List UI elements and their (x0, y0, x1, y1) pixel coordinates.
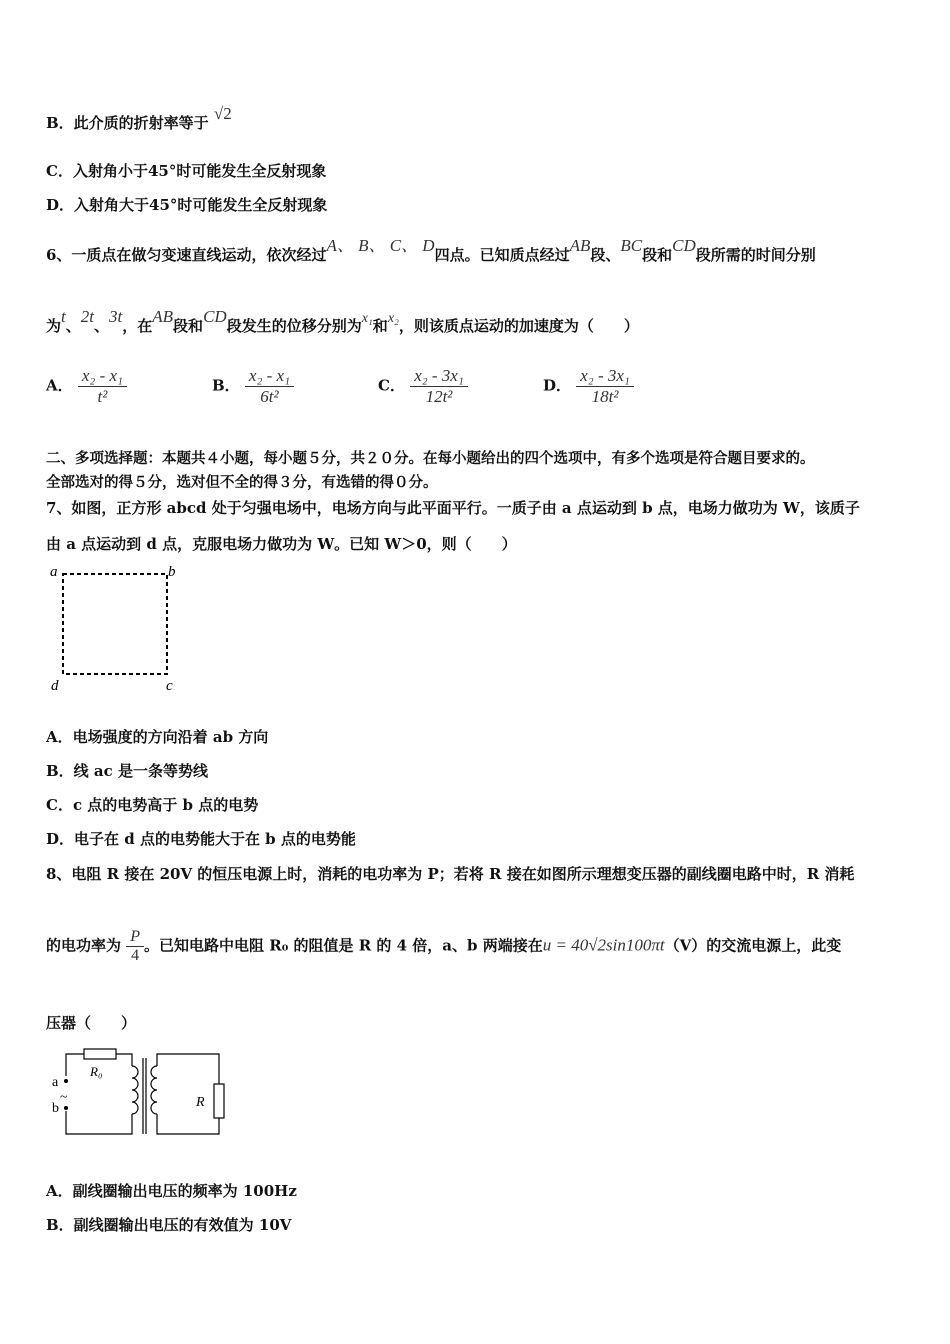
fraction-denominator: t² (97, 387, 108, 406)
segment-bc: BC (620, 236, 643, 255)
vertex-d: d (51, 678, 59, 694)
q8-line-2 (46, 928, 841, 965)
q6-line-2 (46, 307, 639, 336)
wire (116, 1054, 132, 1066)
q7-option-b[interactable]: B．线 ac 是一条等势线 (46, 762, 208, 780)
displacement-x1: x₁ (361, 311, 373, 326)
q6-text: 为 (46, 317, 62, 335)
option-fraction (245, 366, 294, 407)
q6-text: 段和 (642, 246, 673, 264)
fraction-denominator: 12t² (425, 387, 453, 406)
q8-option-b[interactable]: B．副线圈输出电压的有效值为 10V (46, 1216, 292, 1234)
fraction-numerator: x₂ - 3x₁ (576, 366, 634, 387)
q6-option-d[interactable] (543, 366, 634, 407)
option-label: B． (212, 376, 240, 395)
vertex-a: a (50, 564, 58, 580)
q8-text: 的电功率为 (46, 936, 122, 955)
segment-cd: CD (203, 307, 227, 326)
resistor-r0 (84, 1049, 116, 1059)
terminal-b (64, 1106, 68, 1110)
label-b: b (52, 1101, 59, 1116)
q5-option-b (46, 104, 232, 133)
vertex-c: c (166, 678, 173, 694)
section2-heading-line-2: 全部选对的得５分，选对但不全的得３分，有选错的得０分。 (46, 474, 438, 491)
time-2t: 2t (80, 307, 94, 326)
q6-text: 段发生的位移分别为 (226, 317, 362, 335)
displacement-x2: x₂ (387, 311, 399, 326)
q6-text: 段所需的时间分别 (695, 246, 816, 264)
q8-option-a[interactable]: A．副线圈输出电压的频率为 100Hz (46, 1182, 297, 1200)
sqrt2-value: √2 (213, 104, 232, 123)
q8-text: （V）的交流电源上，此变 (664, 936, 842, 955)
q6-text: 和 (372, 317, 388, 335)
fraction-denominator: 4 (131, 947, 140, 964)
q6-text: ，在 (122, 317, 153, 335)
fraction-numerator: P (126, 928, 144, 947)
transformer-circuit-figure (46, 1046, 246, 1141)
fraction-numerator: x₂ - x₁ (245, 366, 294, 387)
q6-text: 段、 (590, 246, 621, 264)
q5-option-b-label: B．此介质的折射率等于 (46, 114, 209, 132)
option-fraction (410, 366, 468, 407)
q6-points: A、 B、 C、 D (326, 236, 435, 255)
label-a: a (52, 1075, 59, 1090)
wire (157, 1114, 219, 1134)
fraction-denominator: 18t² (591, 387, 619, 406)
fraction-denominator: 6t² (260, 387, 279, 406)
option-label: C． (378, 376, 405, 395)
time-t: t (61, 307, 66, 326)
option-fraction (576, 366, 634, 407)
segment-cd: CD (672, 236, 696, 255)
label-r: R (196, 1095, 205, 1110)
q6-text: 6、一质点在做匀变速直线运动，依次经过 (46, 246, 327, 264)
q7-option-a[interactable]: A．电场强度的方向沿着 ab 方向 (46, 728, 269, 746)
option-fraction (78, 366, 127, 407)
q6-text: 段和 (173, 317, 204, 335)
primary-coil (132, 1066, 138, 1114)
q6-line-1 (46, 236, 816, 265)
wire (66, 1054, 84, 1076)
q5-option-d: D．入射角大于45°时可能发生全反射现象 (46, 196, 328, 214)
q7-option-c[interactable]: C．c 点的电势高于 b 点的电势 (46, 796, 259, 814)
q5-option-c: C．入射角小于45°时可能发生全反射现象 (46, 162, 327, 180)
q6-option-c[interactable] (378, 366, 468, 407)
label-r0: R₀ (90, 1064, 103, 1079)
fraction-numerator: x₂ - 3x₁ (410, 366, 468, 387)
dashed-square (63, 574, 167, 674)
terminal-a (64, 1079, 68, 1083)
option-label: A． (46, 376, 73, 395)
p-over-4-fraction (126, 928, 144, 965)
q8-line-3: 压器（ ） (46, 1014, 137, 1032)
resistor-r (214, 1084, 224, 1118)
fraction-numerator: x₂ - x₁ (78, 366, 127, 387)
option-label: D． (543, 376, 572, 395)
section2-heading-line-1: 二、多项选择题：本题共４小题，每小题５分，共２０分。在每小题给出的四个选项中，有多个选项是符合题目要求的。 (46, 450, 815, 467)
q7-option-d[interactable]: D．电子在 d 点的电势能大于在 b 点的电势能 (46, 830, 356, 848)
q6-text: ，则该质点运动的加速度为（ ） (398, 317, 639, 335)
q6-text: 四点。已知质点经过 (434, 246, 570, 264)
q8-line-1: 8、电阻 R 接在 20V 的恒压电源上时，消耗的电功率为 P；若将 R 接在如图所示理想变压器的副线圈电路中时，R 消耗 (46, 865, 855, 883)
segment-ab: AB (569, 236, 591, 255)
q7-line-1: 7、如图，正方形 abcd 处于匀强电场中，电场方向与此平面平行。一质子由 a 点运动到 b 点，电场力做功为 W，该质子 (46, 499, 860, 517)
vertex-b: b (168, 564, 176, 580)
separator: 、 (94, 317, 110, 335)
ac-source-symbol: ~ (60, 1090, 68, 1105)
q6-option-b[interactable] (212, 366, 294, 407)
segment-ab: AB (152, 307, 174, 326)
separator: 、 (65, 317, 81, 335)
time-3t: 3t (109, 307, 123, 326)
secondary-coil (151, 1066, 157, 1114)
wire (66, 1111, 132, 1134)
wire (157, 1054, 219, 1084)
voltage-formula: u = 40√2sin100πt (542, 935, 665, 955)
q8-text: 。已知电路中电阻 R₀ 的阻值是 R 的 4 倍，a、b 两端接在 (144, 936, 543, 955)
square-abcd-figure (46, 560, 186, 700)
q6-option-a[interactable] (46, 366, 127, 407)
q7-line-2: 由 a 点运动到 d 点，克服电场力做功为 W。已知 W＞0，则（ ） (46, 535, 517, 553)
